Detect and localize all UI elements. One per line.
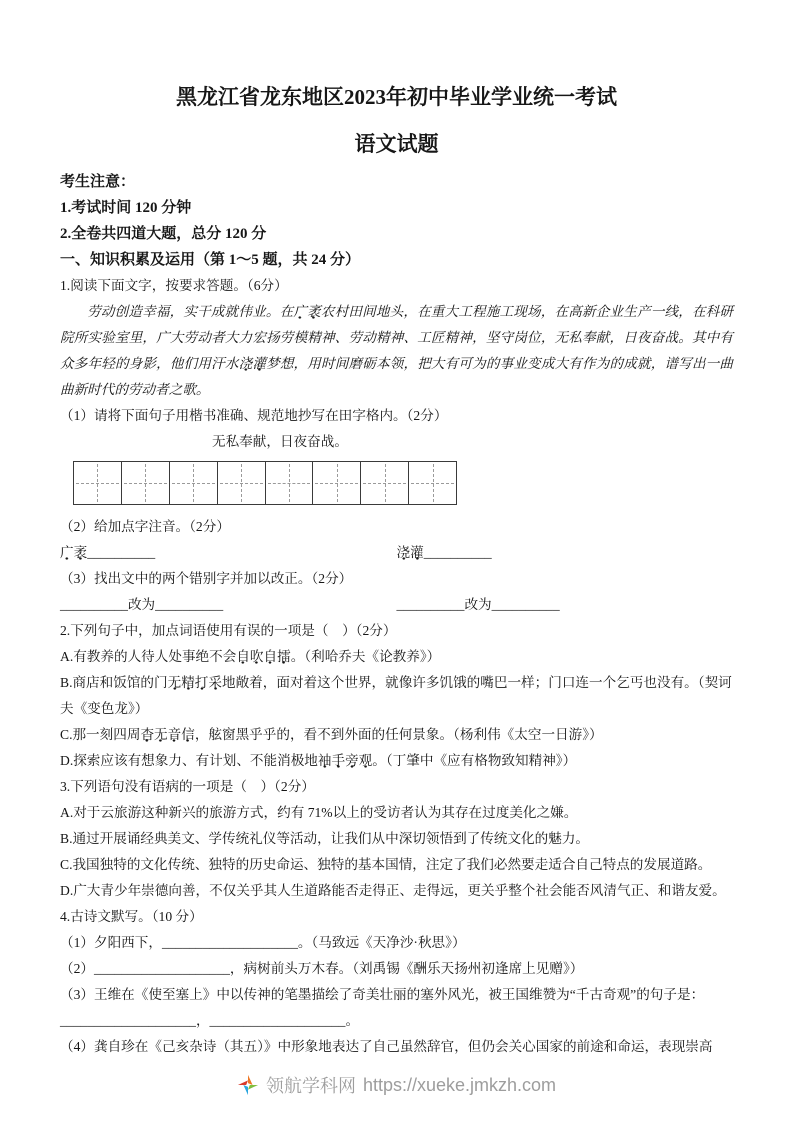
tianzige-cell [122, 462, 170, 504]
notice-item-2: 2.全卷共四道大题，总分 120 分 [60, 226, 267, 242]
dotted-word: 无精打采 [167, 675, 222, 690]
xueke-logo-icon [237, 1074, 259, 1096]
q1-sub-question-1: （1）请将下面句子用楷书准确、规范地抄写在田字格内。（2分） [60, 408, 448, 423]
correction-label: 改为 [127, 597, 156, 612]
answer-blank: __________ [396, 597, 465, 612]
tianzige-cell [409, 462, 456, 504]
q1-sub-question-3: （3）找出文中的两个错别字并加以改正。（2分） [60, 571, 353, 586]
q4-item-4: （4）龚自珍在《己亥杂诗（其五）》中形象地表达了自己虽然辞官，但仍会关心国家的前途和命运，表现崇高 [60, 1039, 713, 1054]
q1-passage [60, 299, 733, 403]
option-text: 。（利哈乔夫《论教养》） [290, 649, 441, 664]
option-text: 。（丁肇中《应有格物致知精神》） [372, 753, 577, 768]
tianzige-cell [170, 462, 218, 504]
watermark-site-url: https://xueke.jmkzh.com [362, 1074, 557, 1095]
q1-correction-row [60, 592, 733, 618]
q3-option-a: A.对于云旅游这种新兴的旅游方式，约有 71%以上的受访者认为其存在过度美化之嫌。 [60, 805, 578, 820]
dotted-word: 袖手旁观 [317, 753, 373, 768]
q3-stem: 3.下列语句没有语病的一项是（ ）（2分） [60, 779, 315, 794]
q2-option-c [60, 722, 733, 748]
q4-stem: 4.古诗文默写。（10 分） [60, 909, 203, 924]
passage-segment: 劳动创造幸福，实干成就伟业。在 [87, 304, 294, 319]
answer-blank: __________ [491, 597, 560, 612]
q3-option-c: C.我国独特的文化传统、独特的历史命运、独特的基本国情，注定了我们必然要走适合自己特点的发展道路。 [60, 857, 712, 872]
tianzige-cell [218, 462, 266, 504]
dotted-word-guangmao: 广袤 [293, 304, 321, 319]
q1-copy-sentence: 无私奉献，日夜奋战。 [212, 434, 348, 449]
dotted-word: 浇灌 [396, 545, 424, 560]
option-text: A.有教养的人待人处事绝不会 [60, 649, 237, 664]
answer-blank: __________ [87, 545, 156, 560]
answer-blank: __________ [155, 597, 224, 612]
answer-blank: __________ [60, 597, 128, 612]
watermark-site-name: 领航学科网 [265, 1076, 356, 1096]
q2-option-b [60, 670, 733, 722]
pinyin-item-guangmao [60, 540, 397, 566]
dotted-word: 杳无音信 [140, 727, 195, 742]
option-text: D.探索应该有想象力、有计划、不能消极地 [60, 753, 318, 768]
passage-segment: 农村田间地头，在重大工程施工现场，在高新企业生产一线，在科研院所实验室里，广大劳动者大力宏扬劳模精神、劳动精神、工匠精神，坚守岗位，无私奉献，日夜奋战。其中有众多年轻的身影，他们用汗水 [60, 304, 734, 371]
q3-option-d: D.广大青少年崇德向善，不仅关乎其人生道路能否走得正、走得远，更关乎整个社会能否风清气正、和谐友爱。 [60, 883, 726, 898]
correction-item-2 [397, 592, 734, 618]
option-text: C.那一刻四周 [60, 727, 141, 742]
correction-item-1 [60, 592, 397, 618]
passage-segment: 梦想，用时间磨砺本领，把大有可为的事业变成大有作为的成就，谱写出一曲曲新时代的劳动者之歌。 [60, 356, 734, 397]
q4-item-3-line1: （3）王维在《使至塞上》中以传神的笔墨描绘了奇美壮丽的塞外风光，被王国维赞为“千古奇观”的句子是： [60, 987, 705, 1002]
q3-option-b: B.通过开展诵经典美文、学传统礼仪等活动，让我们从中深切领悟到了传统文化的魅力。 [60, 831, 590, 846]
section-1-heading: 一、知识积累及运用（第 1～5 题，共 24 分） [60, 252, 361, 268]
correction-label: 改为 [464, 597, 492, 612]
footer-watermark [0, 1072, 793, 1098]
q4-item-3-line2: ____________________，____________________。 [60, 1013, 360, 1028]
option-text: 地敞着，面对着这个世界，就像许多饥饿的嘴巴一样；门口连一个乞丐也没有。（契诃夫《变色龙》） [60, 675, 732, 716]
tianzige-cell [266, 462, 314, 504]
tianzige-grid [73, 461, 457, 505]
tianzige-cell [74, 462, 122, 504]
dotted-word: 广袤 [60, 545, 88, 560]
page-subtitle: 语文试题 [354, 132, 439, 156]
dotted-word: 自吹自擂 [236, 649, 291, 664]
option-text: ，舷窗黑乎乎的，看不到外面的任何景象。（杨利伟《太空一日游》） [194, 727, 603, 742]
q1-pinyin-row [60, 540, 733, 566]
q2-stem: 2.下列句子中，加点词语使用有误的一项是（ ）（2分） [60, 623, 397, 638]
q2-option-a [60, 644, 733, 670]
q4-item-2: （2）____________________，病树前头万木春。（刘禹锡《酬乐天扬州初逢席上见赠》） [60, 961, 584, 976]
notice-item-1: 1.考试时间 120 分钟 [60, 200, 192, 216]
tianzige-cell [313, 462, 361, 504]
tianzige-cell [361, 462, 409, 504]
q4-item-1: （1）夕阳西下，____________________。（马致远《天净沙·秋思》） [60, 935, 466, 950]
q2-option-d [60, 748, 733, 774]
answer-blank: __________ [423, 545, 492, 560]
page-title: 黑龙江省龙东地区2023年初中毕业学业统一考试 [176, 85, 617, 109]
option-text: B.商店和饭馆的门 [60, 675, 168, 690]
notice-heading: 考生注意： [60, 174, 136, 190]
q1-stem: 1.阅读下面文字，按要求答题。（6分） [60, 278, 288, 293]
pinyin-item-jiaoguan [397, 540, 734, 566]
q1-sub-question-2: （2）给加点字注音。（2分） [60, 519, 230, 534]
dotted-word-jiaoguan: 浇灌 [238, 356, 267, 371]
